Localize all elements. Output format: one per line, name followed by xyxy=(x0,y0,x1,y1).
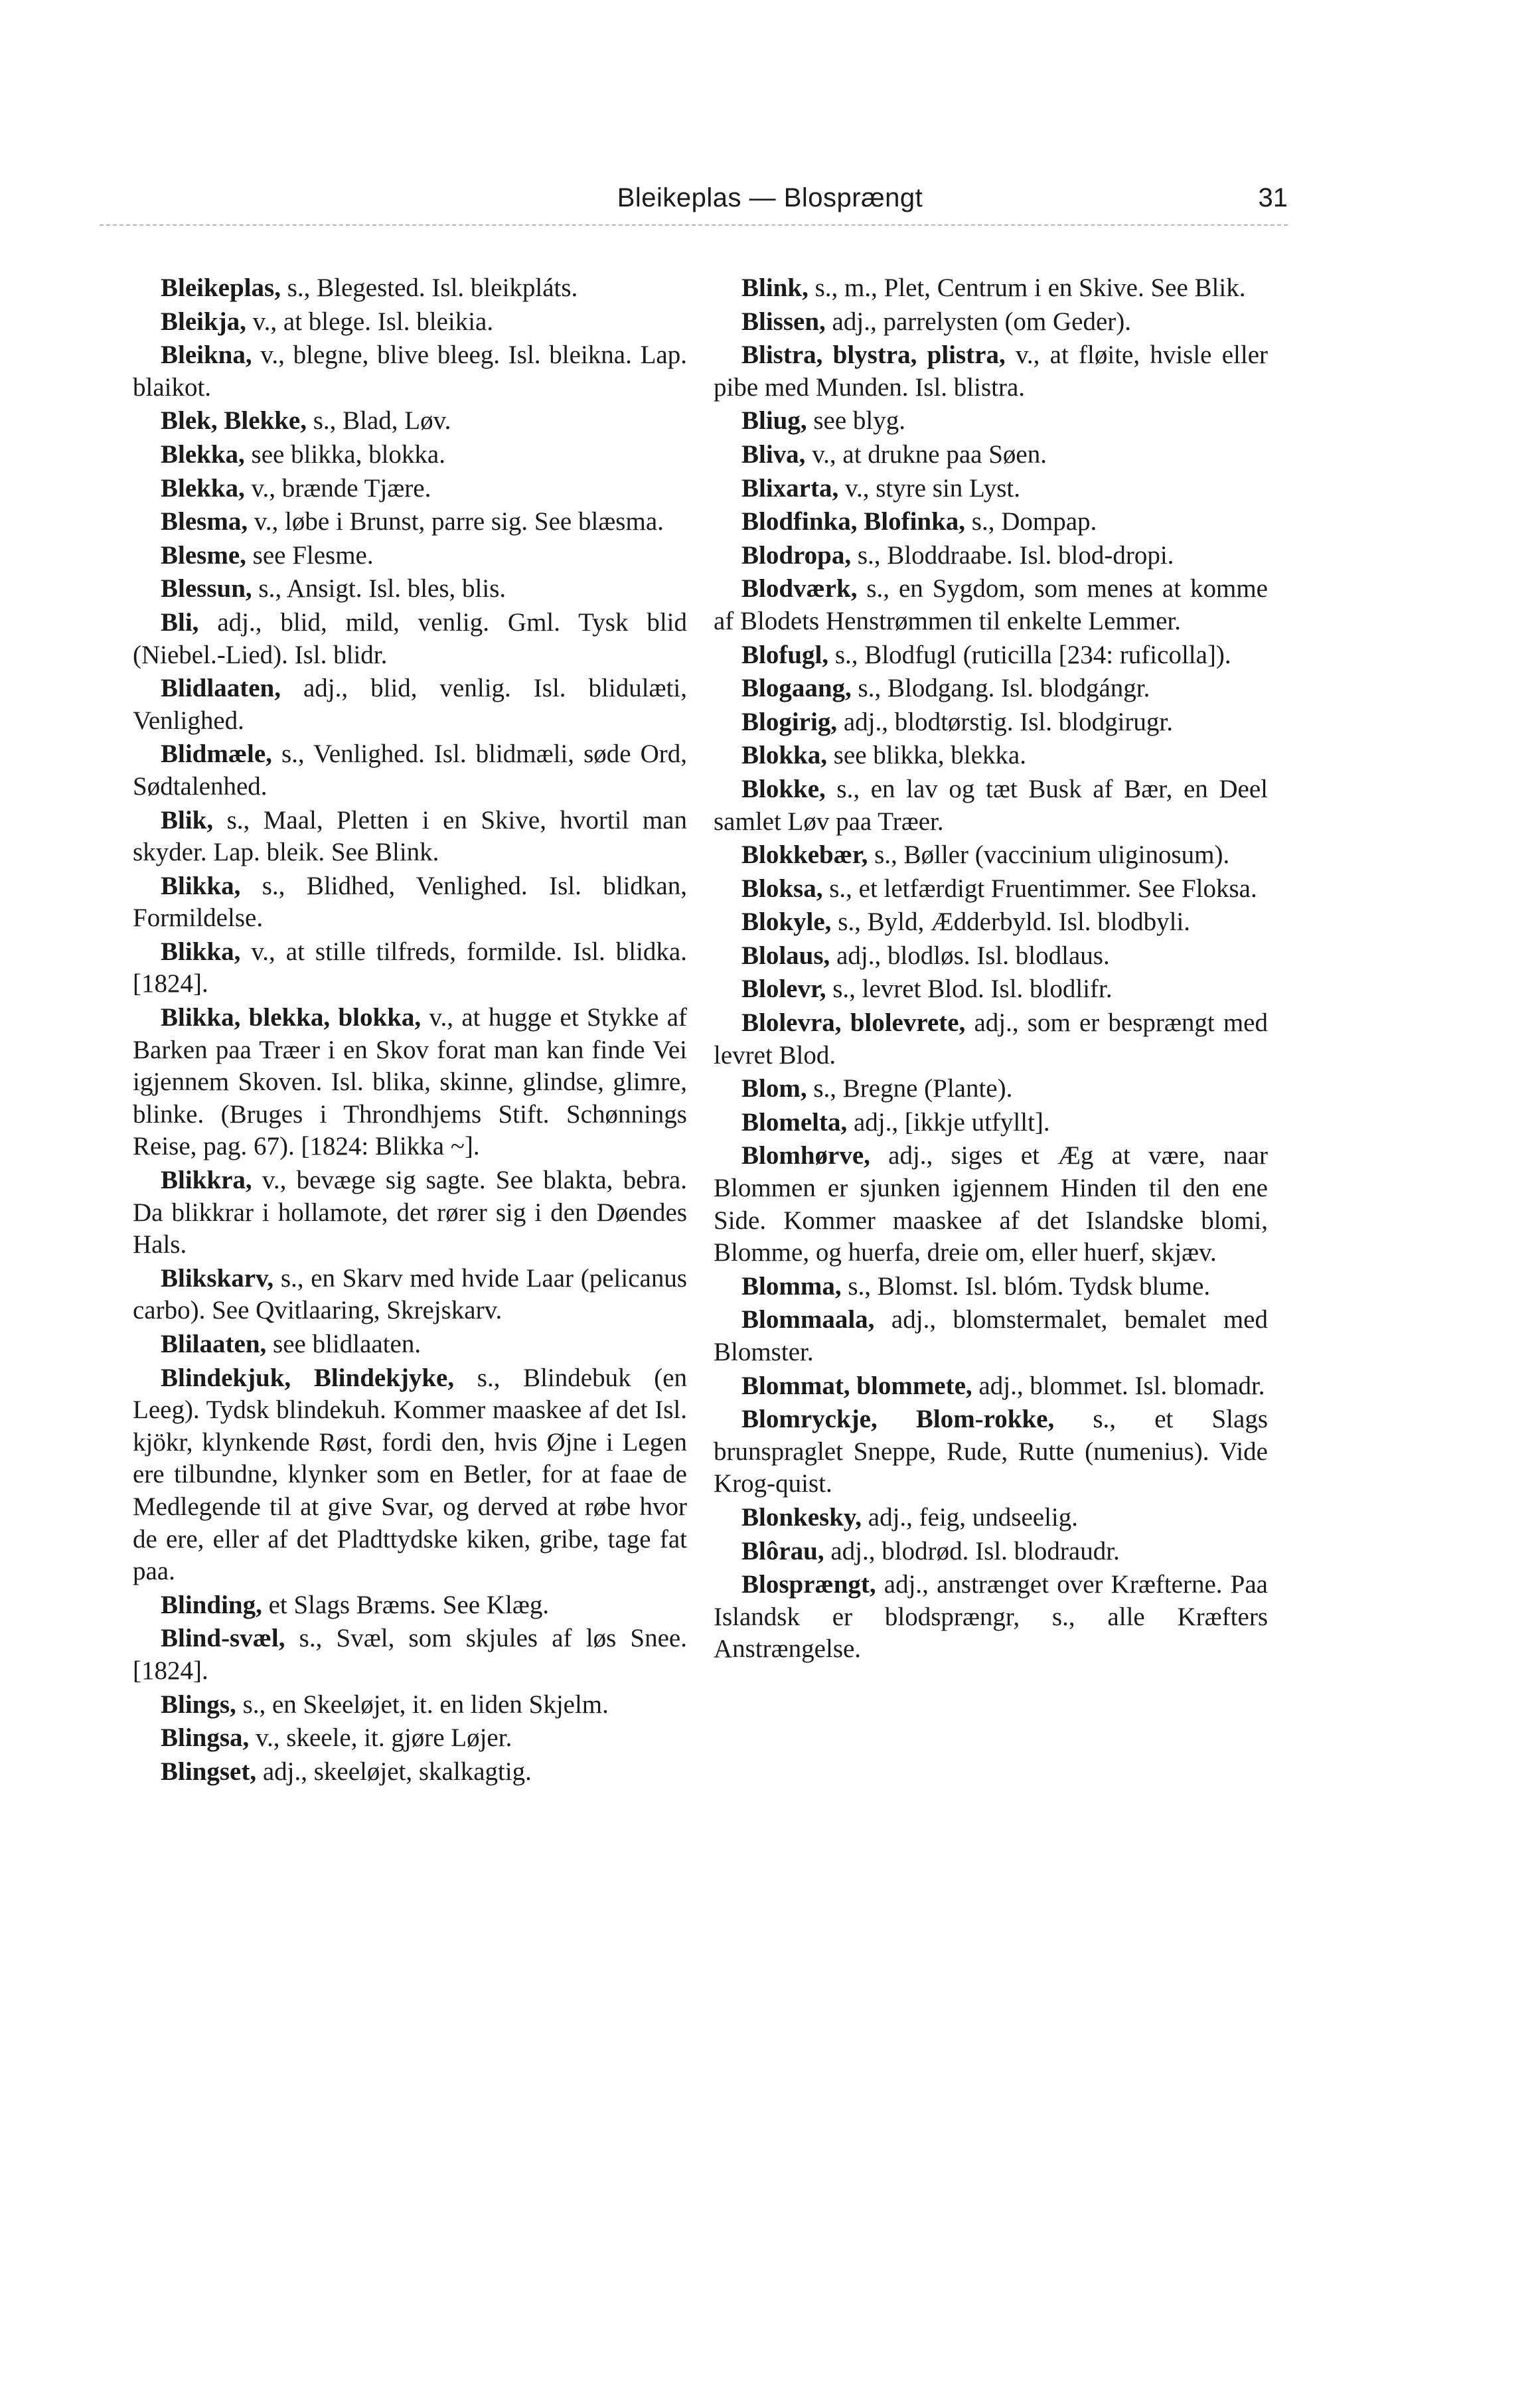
dictionary-entry xyxy=(133,540,687,572)
dictionary-entry xyxy=(714,339,1268,404)
dictionary-entry xyxy=(714,873,1268,906)
entry-headword: Blikkra, xyxy=(161,1166,252,1195)
entry-definition: s., Blomst. Isl. blóm. Tydsk blume. xyxy=(841,1271,1211,1301)
dictionary-entry xyxy=(714,1403,1268,1500)
entry-headword: Blissen, xyxy=(741,307,826,336)
dictionary-entry xyxy=(714,1107,1268,1139)
dictionary-entry xyxy=(714,1370,1268,1403)
entry-definition: s., et letfærdigt Fruentimmer. See Floksa. xyxy=(822,874,1257,903)
entry-headword: Blomma, xyxy=(741,1271,842,1301)
entry-headword: Bliva, xyxy=(741,439,806,469)
entry-definition: see blikka, blekka. xyxy=(826,741,1026,770)
entry-definition: s., en lav og tæt Busk af Bær, en Deel samlet Løv paa Træer. xyxy=(714,774,1268,836)
dictionary-entry xyxy=(133,473,687,505)
dictionary-entry xyxy=(133,1756,687,1789)
dictionary-entry xyxy=(133,607,687,671)
entry-definition: v., at stille tilfreds, formilde. Isl. blidka. [1824]. xyxy=(133,937,687,998)
dictionary-entry xyxy=(714,473,1268,505)
dictionary-entry xyxy=(133,339,687,404)
dictionary-entry xyxy=(714,405,1268,438)
entry-definition: adj., blodtørstig. Isl. blodgirugr. xyxy=(837,707,1173,736)
entry-headword: Blomryckje, Blom-rokke, xyxy=(741,1405,1055,1434)
entry-headword: Bleikna, xyxy=(161,341,252,370)
entry-definition: s., Blad, Løv. xyxy=(306,406,451,436)
entry-definition: adj., blodløs. Isl. blodlaus. xyxy=(830,941,1110,970)
entry-definition: see blidlaaten. xyxy=(266,1330,422,1358)
entry-headword: Blikskarv, xyxy=(161,1263,274,1293)
entry-definition: s., Blindebuk (en Leeg). Tydsk blindekuh. Kommer maaskee af det Isl. kjökr, klynkende Røst, fordi den, hvis Øjne i Legen ere tilbundne, klynker som en Betler, for at faae de Medlegende til at give Svar, og derved at røbe hvor de ere, eller af det Pladttydske kiken, gribe, tage fat paa. xyxy=(133,1363,688,1586)
dictionary-entry xyxy=(133,1263,687,1327)
entry-definition: see blikka, blokka. xyxy=(244,439,445,469)
entry-headword: Blodværk, xyxy=(741,574,858,603)
entry-definition: s., Bregne (Plante). xyxy=(807,1074,1013,1103)
entry-definition: v., styre sin Lyst. xyxy=(838,473,1020,503)
entry-headword: Blolevr, xyxy=(741,975,826,1004)
entry-definition: s., en Skeeløjet, it. en liden Skjelm. xyxy=(236,1690,609,1719)
dictionary-entry xyxy=(133,506,687,538)
right-column xyxy=(714,272,1268,1667)
dictionary-entry xyxy=(133,405,687,438)
dictionary-entry xyxy=(714,272,1268,305)
entry-definition: s., Byld, Ædderbyld. Isl. blodbyli. xyxy=(831,908,1191,937)
entry-headword: Blessun, xyxy=(161,574,252,603)
dictionary-entry xyxy=(133,1589,687,1622)
entry-headword: Blixarta, xyxy=(741,473,839,503)
dictionary-entry xyxy=(714,940,1268,973)
entry-headword: Blink, xyxy=(741,274,809,302)
entry-headword: Blokka, xyxy=(741,741,827,770)
dictionary-entry xyxy=(133,936,687,1000)
entry-headword: Blom, xyxy=(741,1074,807,1103)
entry-definition: s., Maal, Pletten i en Skive, hvortil man skyder. Lap. bleik. See Blink. xyxy=(133,805,687,867)
entry-definition: adj., feig, undseelig. xyxy=(862,1502,1079,1532)
dictionary-entry xyxy=(133,573,687,605)
entry-definition: adj., som er besprængt med levret Blod. xyxy=(714,1008,1268,1070)
dictionary-entry xyxy=(133,1689,687,1721)
entry-headword: Blolevra, blolevrete, xyxy=(741,1008,966,1038)
entry-headword: Blomhørve, xyxy=(741,1141,870,1170)
entry-headword: Blekka, xyxy=(161,473,245,503)
dictionary-entry xyxy=(714,1304,1268,1368)
dictionary-entry xyxy=(714,439,1268,471)
dictionary-entry xyxy=(714,573,1268,637)
dictionary-entry xyxy=(133,1328,687,1361)
entry-definition: adj., skeeløjet, skalkagtig. xyxy=(256,1757,532,1786)
dictionary-entry xyxy=(133,272,687,305)
dictionary-entry xyxy=(133,673,687,737)
entry-headword: Blôrau, xyxy=(741,1536,824,1565)
page-number: 31 xyxy=(1258,183,1288,212)
entry-headword: Blek, Blekke, xyxy=(161,406,307,436)
entry-headword: Blokkebær, xyxy=(741,840,868,870)
header-divider xyxy=(100,224,1288,226)
entry-headword: Blekka, xyxy=(161,439,245,469)
entry-definition: adj., blid, venlig. Isl. blidulæti, Venlighed. xyxy=(133,674,687,735)
entry-headword: Blikka, xyxy=(161,871,241,900)
entry-definition: adj., blommet. Isl. blomadr. xyxy=(972,1371,1265,1400)
entry-headword: Blommat, blommete, xyxy=(741,1371,972,1400)
entry-headword: Blistra, blystra, plistra, xyxy=(741,341,1006,370)
running-head xyxy=(0,178,1540,218)
entry-headword: Bleikeplas, xyxy=(161,274,281,302)
entry-headword: Blolaus, xyxy=(741,941,830,970)
dictionary-entry xyxy=(714,506,1268,538)
entry-definition: adj., blid, mild, venlig. Gml. Tysk blid (Niebel.-Lied). Isl. blidr. xyxy=(133,607,687,669)
entry-definition: s., m., Plet, Centrum i en Skive. See Blik. xyxy=(808,274,1246,302)
entry-headword: Blokyle, xyxy=(741,908,832,937)
entry-definition: adj., blomstermalet, bemalet med Blomster. xyxy=(714,1305,1268,1366)
entry-headword: Blind-svæl, xyxy=(161,1624,285,1653)
entry-definition: v., at blege. Isl. bleikia. xyxy=(246,307,494,336)
page-title: Bleikeplas — Blosprængt xyxy=(617,183,923,212)
dictionary-entry xyxy=(714,639,1268,672)
dictionary-entry xyxy=(133,1362,687,1588)
entry-definition: adj., parrelysten (om Geder). xyxy=(825,307,1132,336)
entry-headword: Blomelta, xyxy=(741,1107,848,1137)
entry-headword: Bleikja, xyxy=(161,307,246,336)
dictionary-entry xyxy=(133,1002,687,1163)
dictionary-entry xyxy=(714,1007,1268,1072)
entry-headword: Blindekjuk, Blindekjyke, xyxy=(161,1363,455,1392)
dictionary-entry xyxy=(714,306,1268,339)
entry-definition: s., Dompap. xyxy=(965,507,1097,536)
entry-headword: Bloksa, xyxy=(741,874,823,903)
entry-definition: see blyg. xyxy=(807,406,906,436)
entry-definition: see Flesme. xyxy=(246,540,374,570)
entry-definition: s., et Slags brunspraglet Sneppe, Rude, Rutte (numenius). Vide Krog-quist. xyxy=(714,1405,1268,1498)
entry-definition: v., at fløite, hvisle eller pibe med Munden. Isl. blistra. xyxy=(714,341,1268,402)
entry-headword: Blogirig, xyxy=(741,707,838,736)
entry-headword: Blingsa, xyxy=(161,1723,250,1753)
entry-definition: adj., [ikkje utfyllt]. xyxy=(847,1107,1050,1137)
entry-definition: adj., blodrød. Isl. blodraudr. xyxy=(824,1536,1120,1565)
entry-definition: s., Blegested. Isl. bleikpláts. xyxy=(280,274,578,302)
entry-headword: Blonkesky, xyxy=(741,1502,862,1532)
entry-definition: v., blegne, blive bleeg. Isl. bleikna. Lap. blaikot. xyxy=(133,341,687,402)
dictionary-entry xyxy=(133,805,687,869)
entry-headword: Blikka, blekka, blokka, xyxy=(161,1003,422,1032)
dictionary-entry xyxy=(133,306,687,339)
dictionary-entry xyxy=(133,1623,687,1687)
entry-definition: v., skeele, it. gjøre Løjer. xyxy=(249,1723,512,1753)
entry-definition: s., Ansigt. Isl. bles, blis. xyxy=(252,574,506,603)
entry-definition: s., en Skarv med hvide Laar (pelicanus carbo). See Qvitlaaring, Skrejskarv. xyxy=(133,1263,687,1325)
entry-definition: v., løbe i Brunst, parre sig. See blæsma. xyxy=(248,507,664,536)
entry-headword: Blodfinka, Blofinka, xyxy=(741,507,966,536)
entry-definition: v., brænde Tjære. xyxy=(244,473,431,503)
entry-definition: et Slags Bræms. See Klæg. xyxy=(262,1590,550,1619)
dictionary-entry xyxy=(133,1722,687,1755)
entry-headword: Blofugl, xyxy=(741,640,829,669)
dictionary-entry xyxy=(714,673,1268,705)
entry-definition: s., en Sygdom, som menes at komme af Blodets Henstrømmen til enkelte Lemmer. xyxy=(714,574,1268,635)
entry-headword: Blodropa, xyxy=(741,540,852,570)
entry-headword: Blosprængt, xyxy=(741,1570,876,1599)
entry-headword: Blikka, xyxy=(161,937,241,966)
entry-definition: s., Blodgang. Isl. blodgángr. xyxy=(851,674,1150,703)
dictionary-entry xyxy=(133,1164,687,1261)
entry-headword: Blik, xyxy=(161,805,214,835)
entry-definition: v., bevæge sig sagte. See blakta, bebra. Da blikkrar i hollamote, det rører sig i den Døendes Hals. xyxy=(133,1166,687,1259)
dictionary-entry xyxy=(714,740,1268,772)
entry-definition: s., Venlighed. Isl. blidmæli, søde Ord, Sødtalenhed. xyxy=(133,740,687,801)
dictionary-entry xyxy=(133,439,687,471)
entry-headword: Blidlaaten, xyxy=(161,674,281,703)
entry-definition: s., Blidhed, Venlighed. Isl. blidkan, Formildelse. xyxy=(133,871,687,933)
dictionary-entry xyxy=(714,1536,1268,1568)
dictionary-entry xyxy=(133,738,687,803)
dictionary-entry xyxy=(714,1140,1268,1269)
entry-headword: Blokke, xyxy=(741,774,826,803)
entry-definition: s., Bøller (vaccinium uliginosum). xyxy=(868,840,1230,870)
dictionary-entry xyxy=(714,1502,1268,1534)
entry-definition: adj., siges et Æg at være, naar Blommen er sjunken igjennem Hinden til den ene Side. Kommer maaskee af det Islandske blomi, Blomme, og huerfa, dreie om, eller huerf, skjæv. xyxy=(714,1141,1268,1267)
entry-headword: Bli, xyxy=(161,607,199,637)
entry-headword: Blingset, xyxy=(161,1757,257,1786)
entry-headword: Blesma, xyxy=(161,507,248,536)
entry-headword: Blings, xyxy=(161,1690,236,1719)
entry-definition: v., at drukne paa Søen. xyxy=(805,439,1047,469)
dictionary-entry xyxy=(714,1569,1268,1666)
entry-definition: s., Svæl, som skjules af løs Snee. [1824]. xyxy=(133,1624,687,1685)
entry-headword: Blesme, xyxy=(161,540,246,570)
dictionary-entry xyxy=(714,1271,1268,1303)
entry-headword: Blinding, xyxy=(161,1590,262,1619)
entry-headword: Bliug, xyxy=(741,406,807,436)
dictionary-entry xyxy=(714,906,1268,939)
entry-definition: adj., anstrænget over Kræfterne. Paa Islandsk er blodsprængr, s., alle Kræfters Anstrængelse. xyxy=(714,1570,1268,1664)
dictionary-entry xyxy=(714,773,1268,838)
entry-headword: Blogaang, xyxy=(741,674,852,703)
dictionary-entry xyxy=(714,839,1268,872)
left-column xyxy=(133,272,687,1789)
entry-definition: v., at hugge et Stykke af Barken paa Træer i en Skov forat man kan finde Vei igjennem Skoven. Isl. blika, skinne, glindse, glimre, blinke. (Bruges i Throndhjems Stift. Schønnings Reise, pag. 67). [1824: Blikka ~]. xyxy=(133,1003,688,1161)
dictionary-entry xyxy=(714,540,1268,572)
entry-headword: Blommaala, xyxy=(741,1305,875,1334)
entry-definition: s., levret Blod. Isl. blodlifr. xyxy=(826,975,1113,1004)
dictionary-entry xyxy=(714,706,1268,739)
entry-definition: s., Blodfugl (ruticilla [234: ruficolla]). xyxy=(828,640,1231,669)
entry-headword: Blidmæle, xyxy=(161,740,272,769)
entry-definition: s., Bloddraabe. Isl. blod-dropi. xyxy=(851,540,1174,570)
dictionary-entry xyxy=(714,973,1268,1006)
entry-headword: Blilaaten, xyxy=(161,1330,267,1358)
dictionary-entry xyxy=(133,870,687,935)
dictionary-entry xyxy=(714,1073,1268,1105)
